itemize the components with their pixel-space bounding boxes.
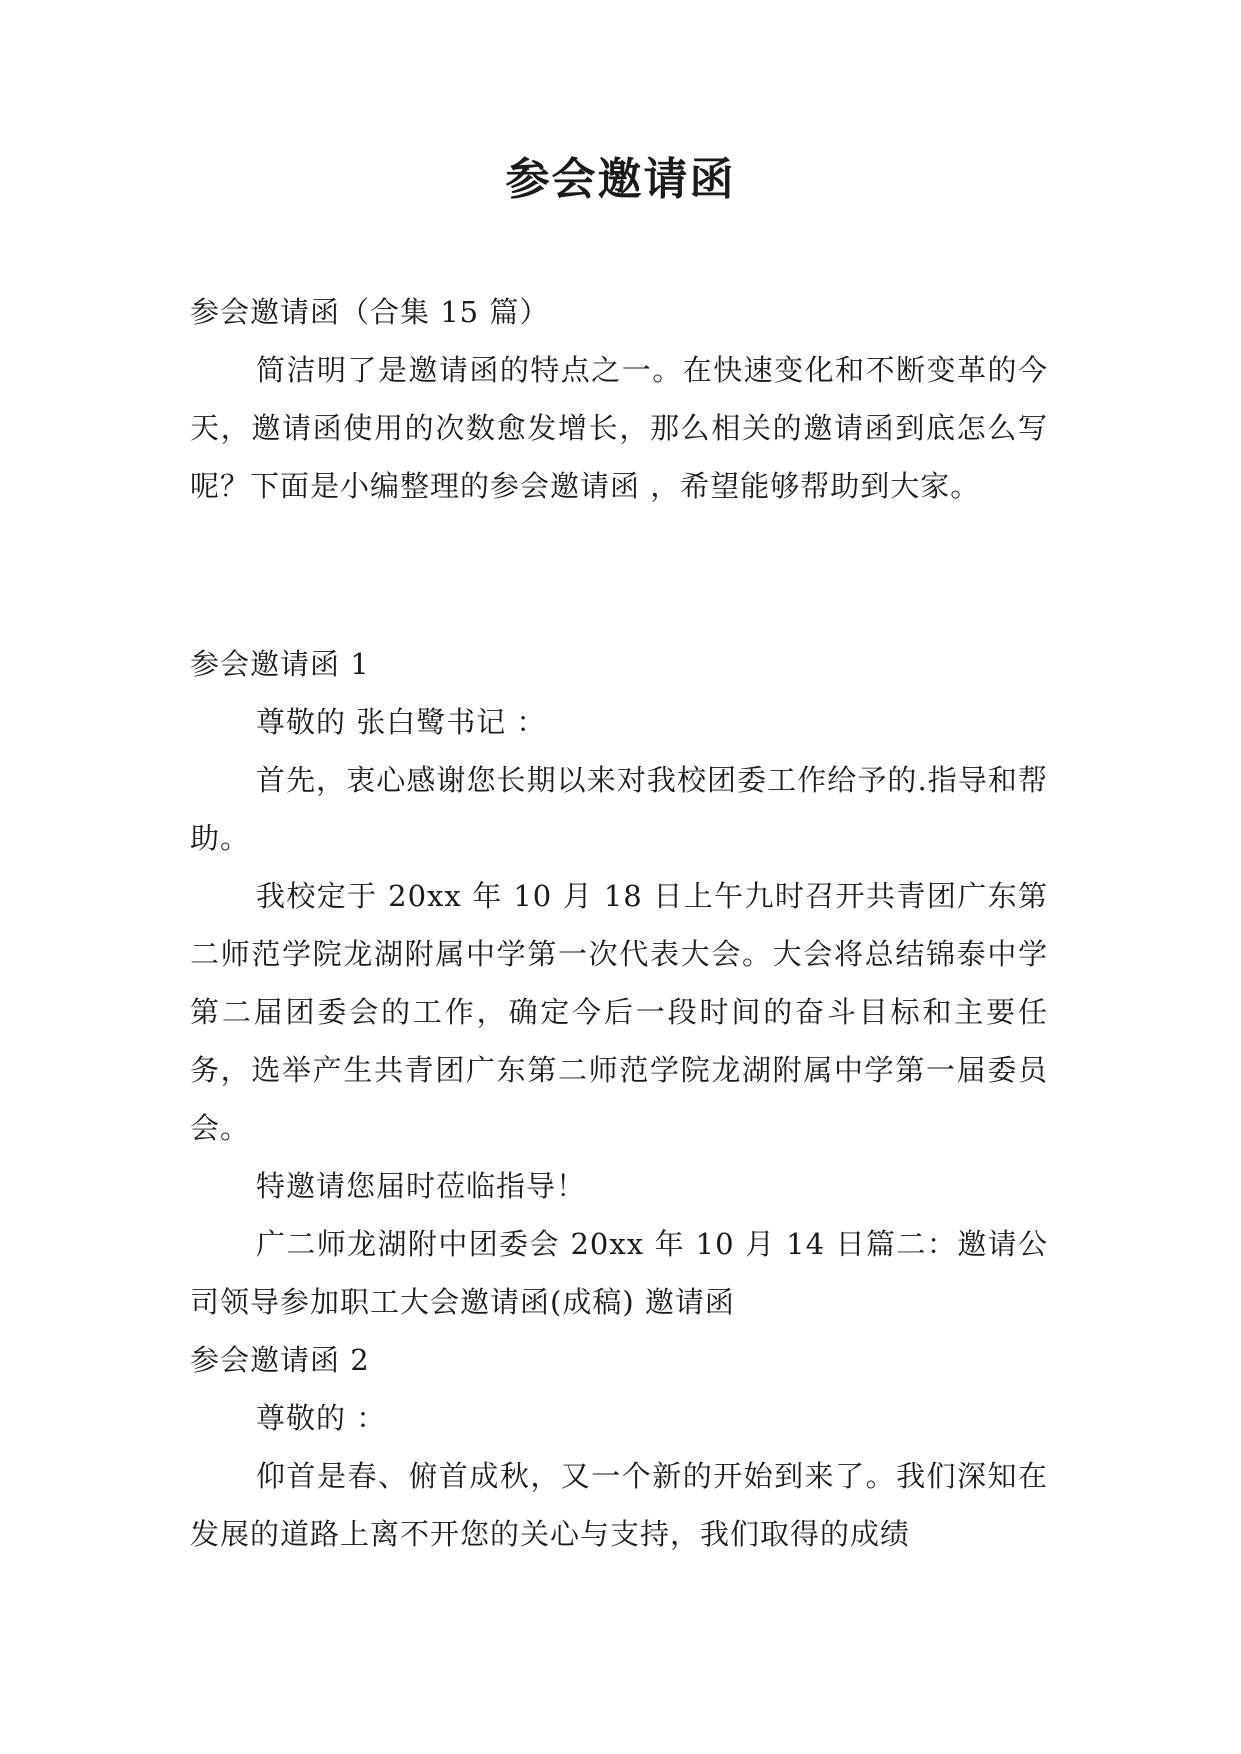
section1-paragraph-2: 我校定于 20xx 年 10 月 18 日上午九时召开共青团广东第二师范学院龙湖附属中学第一次代表大会。大会将总结锦泰中学第二届团委会的工作，确定今后一段时间的奋斗目标和主要任务，选举产生共青团广东第二师范学院龙湖附属中学第一届委员会。 xyxy=(190,879,1048,1145)
intro-paragraph: 简洁明了是邀请函的特点之一。在快速变化和不断变革的今天，邀请函使用的次数愈发增长，那么相关的邀请函到底怎么写呢？下面是小编整理的参会邀请函 ，希望能够帮助到大家。 xyxy=(190,353,1048,503)
section1-paragraph-4: 广二师龙湖附中团委会 20xx 年 10 月 14 日篇二：邀请公司领导参加职工大会邀请函(成稿) 邀请函 xyxy=(190,1227,1048,1319)
section1-heading: 参会邀请函 1 xyxy=(190,647,370,681)
document-subtitle: 参会邀请函（合集 15 篇） xyxy=(190,295,550,329)
section1-salutation: 尊敬的 张白鹭书记 ： xyxy=(256,705,547,739)
section2-paragraph-1: 仰首是春、俯首成秋，又一个新的开始到来了。我们深知在发展的道路上离不开您的关心与支持，我们取得的成绩 xyxy=(190,1459,1048,1551)
section2-salutation: 尊敬的 ： xyxy=(256,1401,387,1435)
section2-heading: 参会邀请函 2 xyxy=(190,1343,370,1377)
section1-paragraph-3: 特邀请您届时莅临指导！ xyxy=(256,1169,587,1203)
letter-sections xyxy=(190,635,1048,1563)
intro-block xyxy=(190,283,1048,515)
document-title: 参会邀请函 xyxy=(505,154,736,205)
section1-paragraph-1: 首先，衷心感谢您长期以来对我校团委工作给予的.指导和帮助。 xyxy=(190,763,1048,855)
